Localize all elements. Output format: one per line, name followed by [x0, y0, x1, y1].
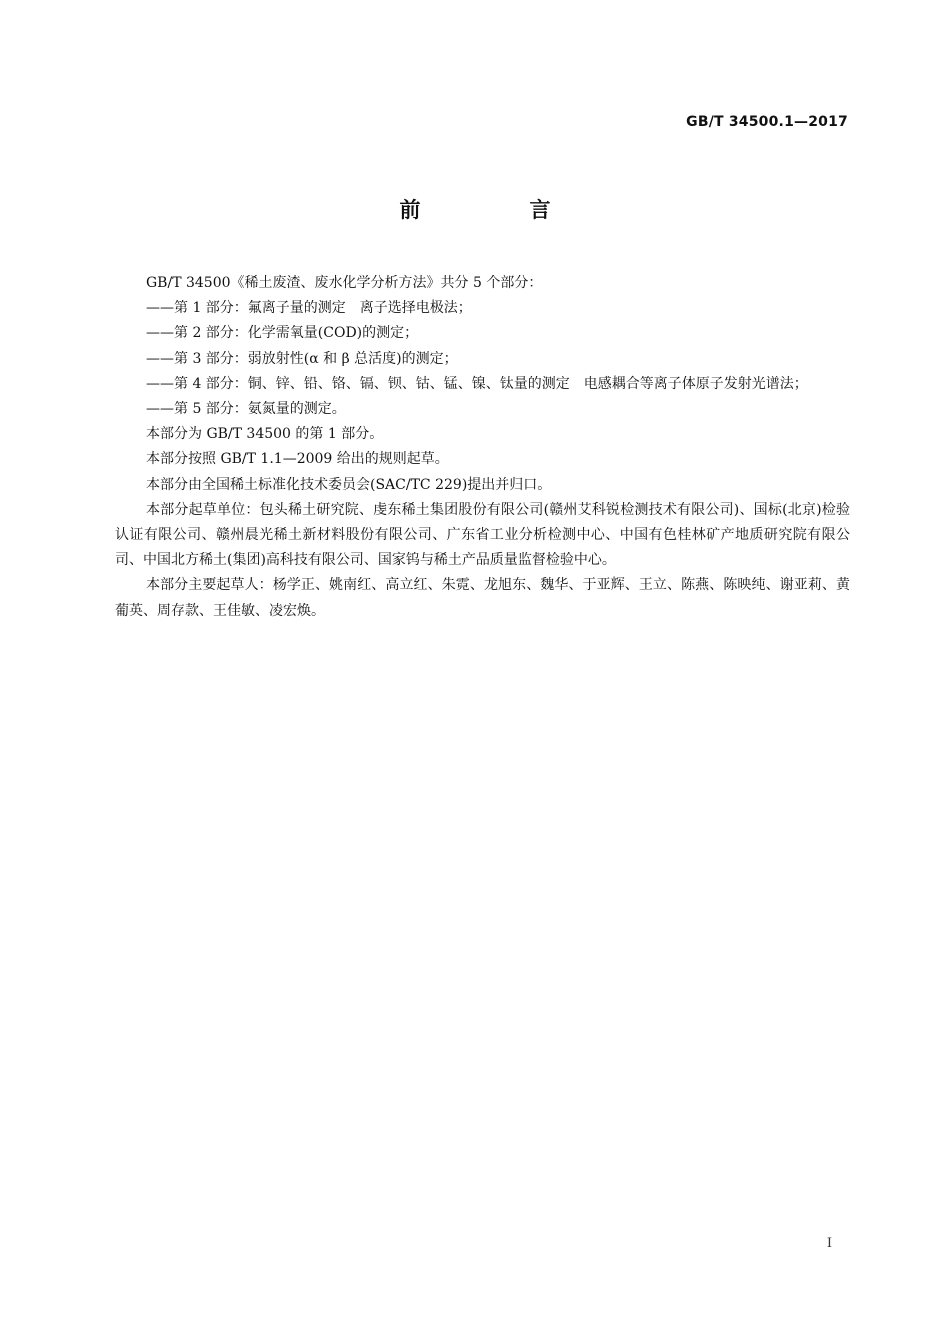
- this-part-paragraph: 本部分为 GB/T 34500 的第 1 部分。: [146, 426, 384, 443]
- proposed-by-paragraph: 本部分由全国稀土标准化技术委员会(SAC/TC 229)提出并归口。: [146, 476, 552, 493]
- list-item-part-2: ——第 2 部分：化学需氧量(COD)的测定；: [146, 325, 419, 342]
- list-item-part-3: ——第 3 部分：弱放射性(α 和 β 总活度)的测定；: [146, 350, 458, 367]
- drafters-paragraph: 本部分主要起草人：杨学正、姚南红、高立红、朱霓、龙旭东、魏华、于亚辉、王立、陈燕、陈映纯、谢亚莉、黄葡英、周存款、王佳敏、凌宏焕。: [115, 577, 850, 619]
- list-item-part-5: ——第 5 部分：氨氮量的测定。: [146, 401, 346, 418]
- page-title: 前 言: [399, 198, 595, 222]
- foreword-body: [115, 271, 850, 624]
- drafting-units-paragraph: 本部分起草单位：包头稀土研究院、虔东稀土集团股份有限公司(赣州艾科锐检测技术有限公司)、国标(北京)检验认证有限公司、赣州晨光稀土新材料股份有限公司、广东省工业分析检测中心、中国有色桂林矿产地质研究院有限公司、中国北方稀土(集团)高科技有限公司、国家钨与稀土产品质量监督检验中心。: [115, 501, 850, 569]
- list-item-part-4: ——第 4 部分：铜、锌、铅、铬、镉、钡、钴、锰、镍、钛量的测定 电感耦合等离子体原子发射光谱法；: [146, 375, 808, 392]
- drafting-rules-paragraph: 本部分按照 GB/T 1.1—2009 给出的规则起草。: [146, 451, 449, 468]
- standard-code: GB/T 34500.1—2017: [686, 114, 848, 130]
- intro-paragraph: GB/T 34500《稀土废渣、废水化学分析方法》共分 5 个部分：: [146, 275, 543, 291]
- list-item-part-1: ——第 1 部分：氟离子量的测定 离子选择电极法；: [146, 300, 472, 317]
- page-number: I: [826, 1236, 832, 1251]
